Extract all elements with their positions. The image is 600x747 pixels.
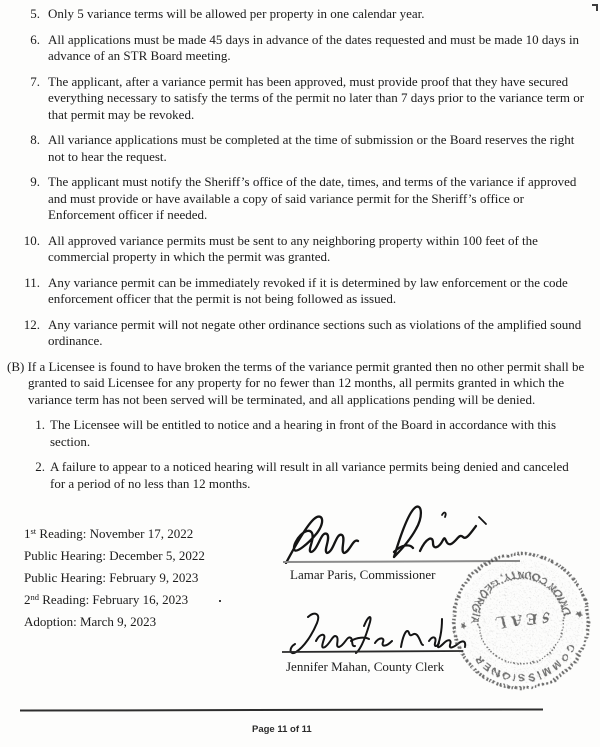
list-item-number: 8.: [30, 132, 40, 147]
list-item-text: All applications must be made 45 days in advance of the dates requested and must be made 10 days in advance of an STR Board meeting.: [48, 31, 580, 63]
county-seal: [448, 546, 594, 696]
date-text: Public Hearing: December 5, 2022: [24, 548, 205, 563]
list-item: [18, 317, 585, 350]
clerk-signature: [280, 608, 470, 656]
date-text: Public Hearing: February 9, 2023: [24, 570, 199, 585]
list-item: [18, 233, 585, 266]
list-item-text: Only 5 variance terms will be allowed per property in one calendar year.: [48, 6, 425, 21]
date-text: Adoption: March 9, 2023: [24, 614, 157, 629]
list-item: [18, 6, 585, 23]
list-item: [18, 32, 585, 65]
date-prefix: 2: [24, 592, 31, 607]
list-item-number: 9.: [30, 174, 40, 189]
section-b-sublist: [18, 417, 585, 492]
list-item-number: 12.: [23, 316, 40, 332]
list-item-text: The applicant, after a variance permit has been approved, must provide proof that they have secured everything necessary to satisfy the terms of the permit no later than 7 days prior to the variance term or that permit may be revoked.: [48, 73, 585, 122]
seal-star-right-icon: ★: [459, 620, 469, 632]
sublist-item-text: A failure to appear to a noticed hearing will result in all variance permits being denied and canceled for a period of no less than 12 months.: [50, 459, 569, 491]
list-item-text: Any variance permit can be immediately revoked if it is determined by law enforcement or the code enforcement officer that the permit is not being followed as issued.: [48, 274, 568, 306]
list-item-number: 5.: [30, 6, 40, 21]
list-item-number: 7.: [30, 73, 40, 89]
ordinal-suffix: nd: [30, 592, 39, 602]
sublist-item: [18, 417, 585, 450]
list-item: [18, 74, 585, 124]
list-item-number: 11.: [24, 274, 40, 290]
seal-arc-top-text: COMMISSIONER: [472, 642, 577, 683]
list-item: [18, 174, 585, 224]
list-item-number: 10.: [23, 232, 40, 248]
sublist-item-number: 2.: [35, 459, 45, 474]
list-item: [18, 132, 585, 165]
scan-artifact: [596, 5, 598, 11]
list-item-text: The applicant must notify the Sheriff’s office of the date, times, and terms of the variance if approved and must provide or have available a copy of said variance permit for the Sheriff’s office or Enforcement officer if needed.: [48, 174, 577, 222]
section-b-paragraph: [7, 358, 585, 409]
list-item-text: Any variance permit will not negate other ordinance sections such as violations of the amplified sound ordinance.: [48, 316, 582, 348]
footer-rule: [20, 708, 543, 711]
commissioner-name-label: Lamar Paris, Commissioner: [290, 567, 436, 582]
seal-star-left-icon: ★: [574, 608, 584, 620]
list-item-text: All approved variance permits must be sent to any neighboring property within 100 feet of the commercial property in which the permit was granted.: [48, 232, 538, 264]
sublist-item-number: 1.: [35, 417, 45, 432]
sublist-item: [18, 459, 585, 492]
date-text: Reading: February 16, 2023: [39, 592, 189, 607]
sublist-item-text: The Licensee will be entitled to notice and a hearing in front of the Board in accordance with this section.: [50, 417, 557, 449]
section-b-label: (B): [7, 358, 25, 374]
ordinal-suffix: st: [30, 526, 37, 536]
list-item: [18, 275, 585, 308]
seal-center-text: SEAL: [490, 608, 552, 634]
date-text: Reading: November 17, 2022: [36, 526, 194, 541]
seal-arc-bottom-text: UNION COUNTY, GEORGIA: [468, 568, 574, 625]
section-b-text: If a Licensee is found to have broken the terms of the variance permit granted then no other permit shall be granted to said Licensee for any property for no fewer than 12 months, all permits granted in which the variance term has not been served will be terminated, and all applications pending will be denied.: [27, 358, 585, 407]
clerk-name-label: Jennifer Mahan, County Clerk: [286, 659, 445, 674]
date-prefix: 1: [24, 526, 31, 541]
list-item-number: 6.: [30, 31, 40, 47]
scan-artifact: [219, 600, 221, 602]
signature-line: [282, 651, 463, 652]
list-item-text: All variance applications must be completed at the time of submission or the Board reserves the right not to hear the request.: [48, 132, 575, 164]
page-number: Page 11 of 11: [252, 724, 312, 735]
variance-rules-list: [18, 6, 585, 350]
